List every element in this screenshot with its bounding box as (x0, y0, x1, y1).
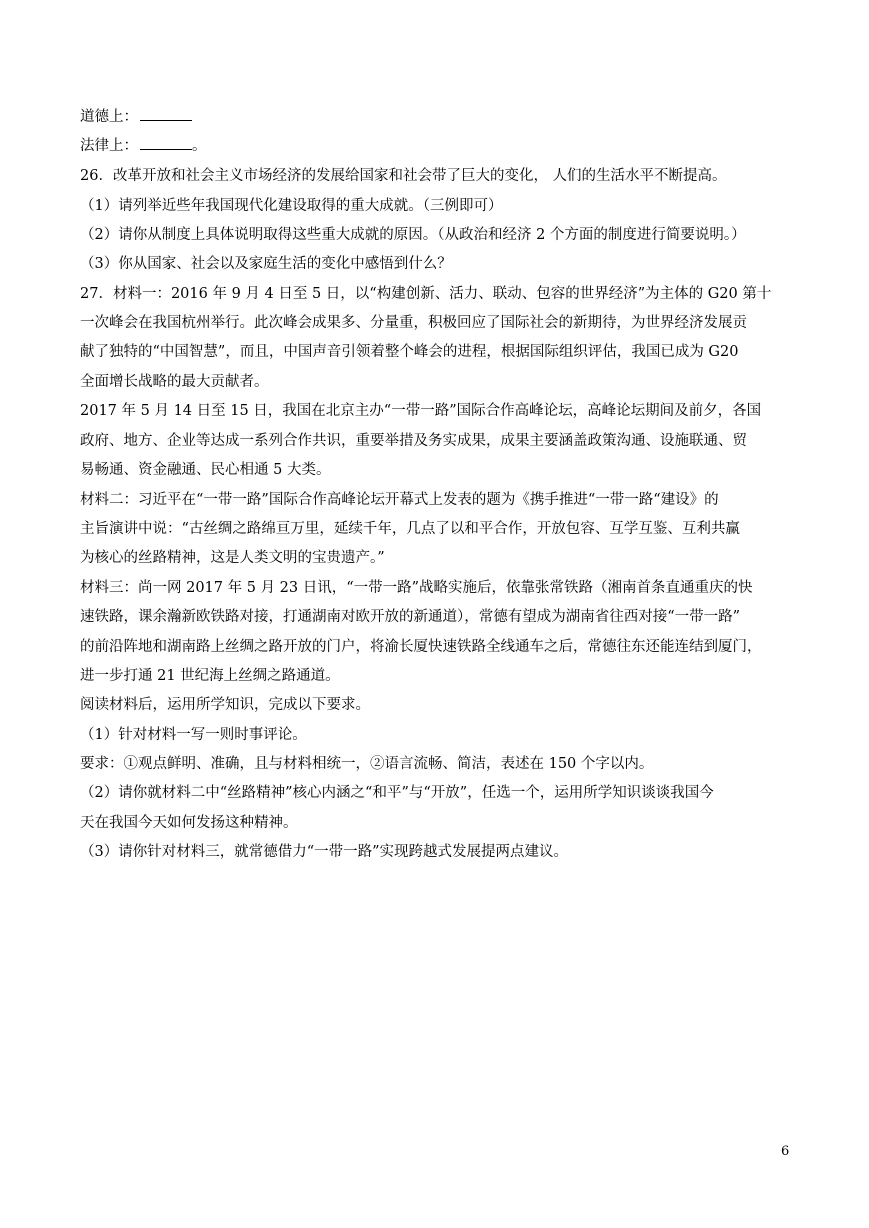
answer-blank (140, 106, 192, 121)
question-26-part-2: （2）请你从制度上具体说明取得这些重大成就的原因。（从政治和经济 2 个方面的制度进行简要说明。） (80, 227, 746, 243)
line-suffix: 。 (192, 138, 207, 154)
question-27-part-1-requirement: 要求：①观点鲜明、准确，且与材料相统一，②语言流畅、简洁，表述在 150 个字以内。 (80, 756, 654, 772)
question-27-part-2-continued: 天在我国今天如何发扬这种精神。 (80, 815, 298, 831)
answer-blank (140, 135, 192, 150)
question-26-part-3: （3）你从国家、社会以及家庭生活的变化中感悟到什么？ (80, 256, 452, 272)
question-27-material-1-line: 27．材料一：2016 年 9 月 4 日至 5 日，以“构建创新、活力、联动、包容的世界经济”为主体的 G20 第十 (80, 286, 772, 302)
question-27-material-1-line: 全面增长战略的最大贡献者。 (80, 374, 269, 390)
question-27-material-2-line: 材料二：习近平在“一带一路”国际合作高峰论坛开幕式上发表的题为《携手推进“一带一路“建设》的 (80, 492, 719, 508)
question-27-material-2-line: 主旨演讲中说：“古丝绸之路绵亘万里，延续千年，几点了以和平合作，开放包容、互学互鉴、互利共赢 (80, 521, 740, 537)
question-27-material-3-line: 速铁路，课余瀚新欧铁路对接，打通湖南对欧开放的新通道），常德有望成为湖南省往西对接“一带一路” (80, 609, 741, 625)
question-27-material-1-line: 一次峰会在我国杭州举行。此次峰会成果多、分量重，积极回应了国际社会的新期待，为世界经济发展贡 (80, 315, 747, 331)
fill-in-line-morality (80, 106, 790, 127)
question-27-material-3-line: 材料三：尚一网 2017 年 5 月 23 日讯，“一带一路”战略实施后，依靠张常铁路（湘南首条直通重庆的快 (80, 580, 753, 596)
question-27-instruction: 阅读材料后，运用所学知识，完成以下要求。 (80, 697, 370, 713)
question-27-forum-line: 政府、地方、企业等达成一系列合作共识，重要举措及务实成果，成果主要涵盖政策沟通、设施联通、贸 (80, 433, 747, 449)
question-26-part-1: （1）请列举近些年我国现代化建设取得的重大成就。（三例即可） (80, 198, 503, 214)
question-27-material-3-line: 进一步打通 21 世纪海上丝绸之路通道。 (80, 668, 340, 684)
line-label: 法律上： (80, 138, 138, 154)
question-27-part-1: （1）针对材料一写一则时事评论。 (80, 727, 307, 743)
question-27-material-3-line: 的前沿阵地和湖南路上丝绸之路开放的门户，将渝长厦快速铁路全线通车之后，常德往东还能连结到厦门， (80, 639, 762, 655)
question-27-forum-line: 2017 年 5 月 14 日至 15 日，我国在北京主办“一带一路”国际合作高峰论坛，高峰论坛期间及前夕，各国 (80, 403, 762, 419)
question-27-material-2-line: 为核心的丝路精神，这是人类文明的宝贵遗产。” (80, 550, 385, 566)
question-26-stem: 26．改革开放和社会主义市场经济的发展给国家和社会带了巨大的变化， 人们的生活水平不断提高。 (80, 168, 727, 184)
question-27-part-2: （2）请你就材料二中“丝路精神”核心内涵之“和平”与“开放”，任选一个，运用所学知识谈谈我国今 (80, 785, 714, 801)
question-27-forum-line: 易畅通、资金融通、民心相通 5 大类。 (80, 462, 331, 478)
question-27-material-1-line: 献了独特的“中国智慧”，而且，中国声音引领着整个峰会的进程，根据国际组织评估，我国已成为 G20 (80, 344, 739, 360)
page-number: 6 (781, 1144, 790, 1159)
line-label: 道德上： (80, 109, 138, 125)
fill-in-line-law (80, 135, 790, 156)
question-27-part-3: （3）请你针对材料三，就常德借力“一带一路”实现跨越式发展提两点建议。 (80, 844, 569, 860)
